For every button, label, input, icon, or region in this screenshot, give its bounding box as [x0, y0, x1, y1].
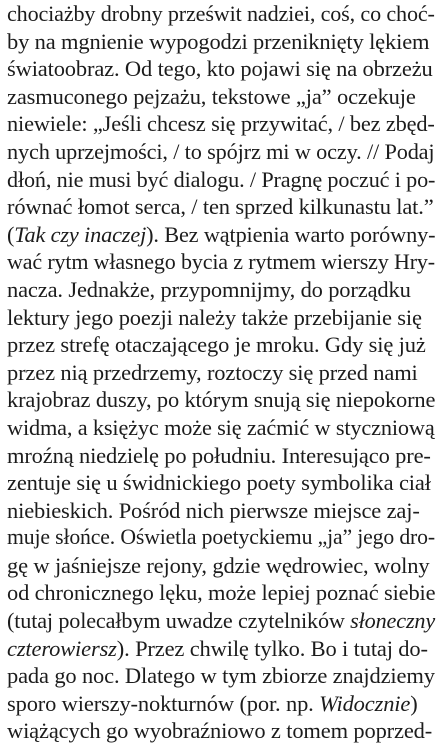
- text-line: [7, 635, 437, 663]
- text-run: niewiele: „Jeśli chcesz się przywitać, / bez zbęd-: [7, 111, 435, 137]
- text-line: [7, 28, 437, 56]
- text-line: [7, 55, 437, 83]
- text-run: niebieskich. Pośród nich pierwsze miejsce zaj-: [7, 497, 420, 523]
- text-run: od chronicznego lęku, może lepiej poznać siebie: [7, 580, 436, 606]
- text-line: [7, 386, 437, 414]
- text-line: [7, 524, 437, 552]
- text-run: nych uprzejmości, / to spójrz mi w oczy. // Podaj: [7, 138, 435, 164]
- text-line: [7, 83, 437, 111]
- text-run: widma, a księżyc może się zaćmić w styczniową: [7, 414, 435, 440]
- text-line: [7, 552, 437, 580]
- text-run: zentuje się u świdnickiego poety symbolika ciał: [7, 470, 431, 496]
- text-line: [7, 110, 437, 138]
- text-run: by na mgnienie wypogodzi przeniknięty lękiem: [7, 28, 430, 54]
- text-line: [7, 138, 437, 166]
- text-line: [7, 0, 437, 28]
- text-line: [7, 276, 437, 304]
- text-run: ). Bez wątpienia warto porówny-: [146, 221, 436, 247]
- text-run: lektury jego poezji należy także przebijanie się: [7, 304, 422, 330]
- text-run: równać łomot serca, / ten sprzed kilkunastu lat.”: [7, 194, 434, 220]
- text-run: przez nią przedrzemy, roztoczy się przed nami: [7, 359, 418, 385]
- text-run: zasmuconego pejzażu, tekstowe „ja” oczekuje: [7, 83, 416, 109]
- text-run: nacza. Jednakże, przypomnijmy, do porządku: [7, 276, 411, 302]
- text-run: (tutaj polecałbym uwadze czytelników: [7, 608, 351, 634]
- text-run: mroźną niedzielę po południu. Interesująco pre-: [7, 442, 431, 468]
- text-run: chociażby drobny prześwit nadziei, coś, co choć-: [7, 1, 435, 26]
- text-run: ). Przez chwilę tylko. Bo i tutaj do-: [116, 635, 428, 661]
- text-run: wiążących go wyobraźniowo z tomem poprzed-: [7, 718, 433, 744]
- text-line: [7, 607, 437, 635]
- italic-title: czterowiersz: [7, 635, 117, 661]
- italic-title: słoneczny: [350, 608, 436, 634]
- text-line: [7, 442, 437, 470]
- body-text: [7, 0, 437, 745]
- text-line: [7, 579, 437, 607]
- text-line: [7, 497, 437, 525]
- text-line: [7, 193, 437, 221]
- text-line: [7, 690, 437, 718]
- text-run: sporo wierszy-nokturnów (por. np.: [7, 690, 320, 716]
- text-run: gę w jaśniejsze rejony, gdzie wędrowiec, wolny: [7, 552, 430, 578]
- text-run: wać rytm własnego bycia z rytmem wierszy Hry-: [7, 249, 435, 275]
- text-line: [7, 248, 437, 276]
- text-run: przez strefę otaczającego je mroku. Gdy się już: [7, 332, 426, 358]
- text-line: [7, 414, 437, 442]
- text-line: [7, 469, 437, 497]
- text-line: [7, 166, 437, 194]
- text-line: [7, 304, 437, 332]
- text-run: (: [7, 221, 15, 247]
- text-run: krajobraz duszy, po którym snują się niepokorne: [7, 387, 436, 413]
- text-run: pada go noc. Dlatego w tym zbiorze znajdziemy: [7, 663, 435, 689]
- text-run: muje słońce. Oświetla poetyckiemu „ja” jego dro-: [7, 525, 435, 550]
- text-run: ): [410, 690, 418, 716]
- italic-title: Tak czy inaczej: [14, 221, 147, 247]
- text-line: [7, 331, 437, 359]
- text-line: [7, 359, 437, 387]
- text-run: światoobraz. Od tego, kto pojawi się na obrzeżu: [7, 56, 433, 82]
- text-line: [7, 221, 437, 249]
- text-line: [7, 717, 437, 745]
- text-line: [7, 662, 437, 690]
- italic-title: Widocznie: [319, 690, 411, 716]
- text-run: dłoń, nie musi być dialogu. / Pragnę poczuć i po-: [7, 166, 436, 192]
